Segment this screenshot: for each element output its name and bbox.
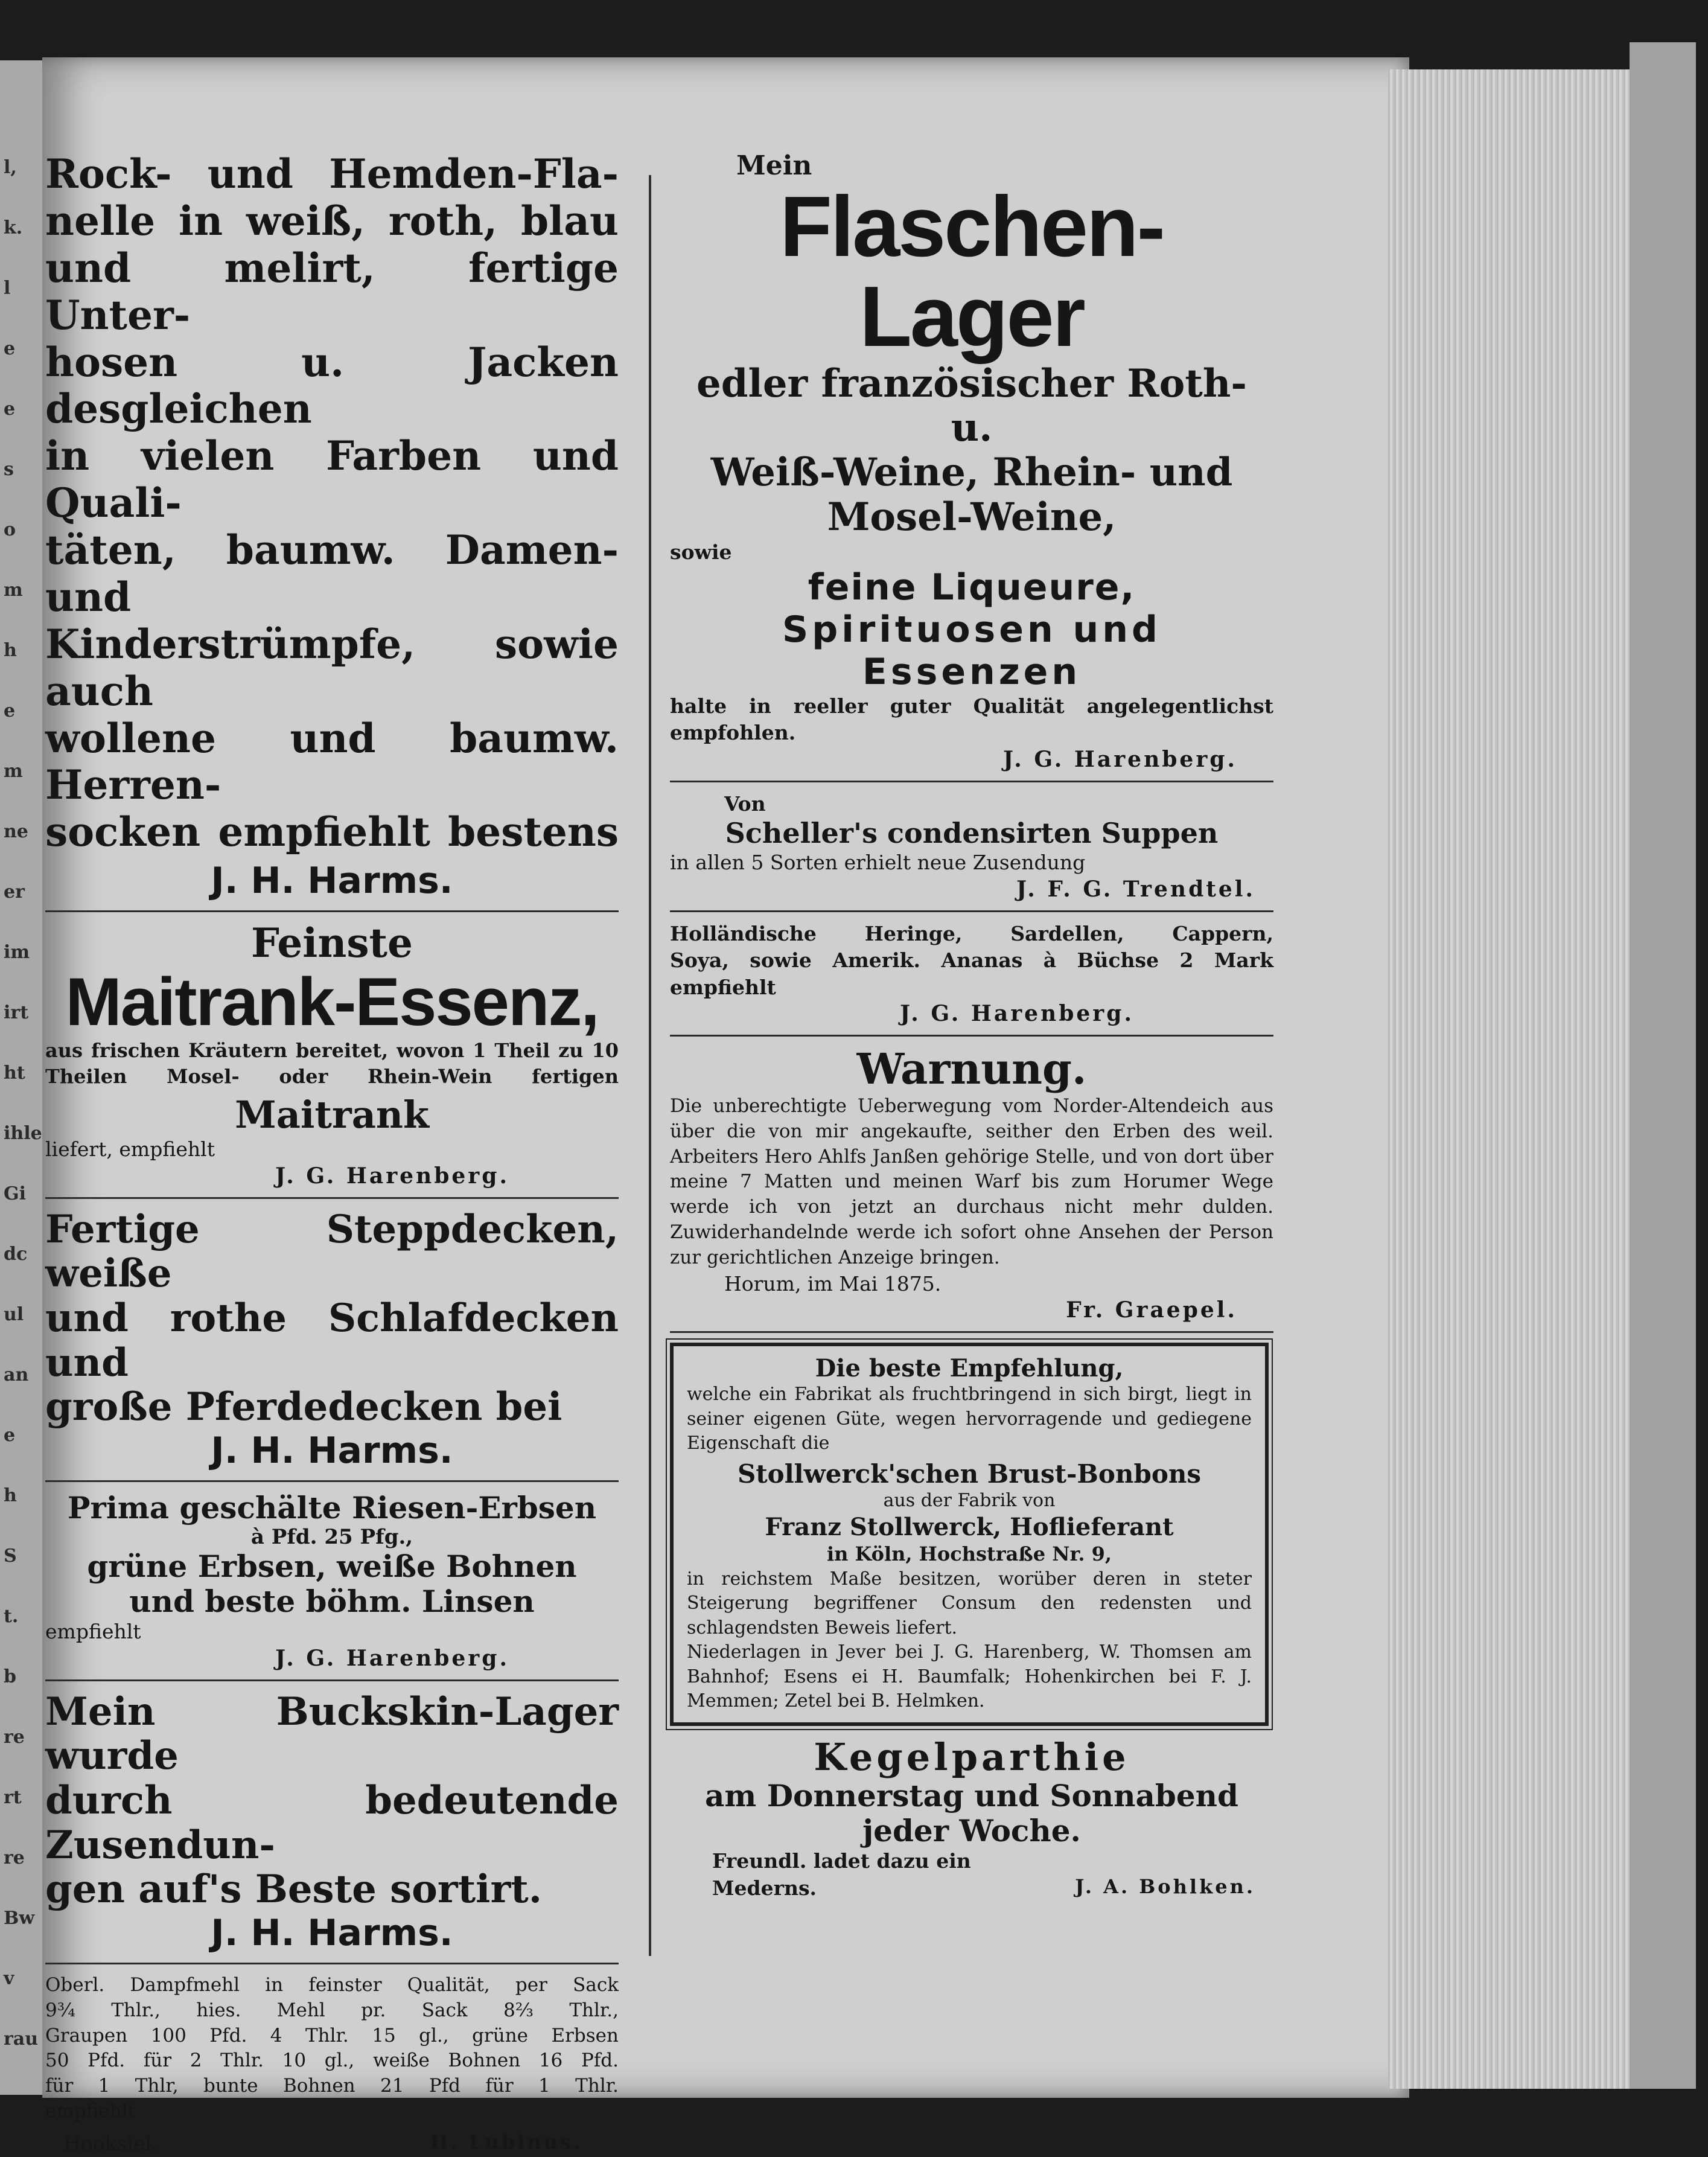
- text-line: Fertige Steppdecken, weiße: [45, 1206, 619, 1297]
- margin-fragment: Gi: [4, 1183, 27, 1204]
- divider: [45, 1679, 619, 1681]
- text-line: empfiehlt: [670, 975, 776, 999]
- book-cover-edge: [1630, 42, 1696, 2089]
- advert-signature: J. G. Harenberg.: [275, 1163, 509, 1189]
- advert-text: grüne Erbsen, weiße Bohnen: [87, 1548, 577, 1585]
- margin-fragment: re: [4, 1727, 25, 1748]
- text-line: Mein Buckskin-Lager wurde: [45, 1689, 619, 1779]
- margin-fragment: an: [4, 1364, 29, 1385]
- text-line: Kinderstrümpfe, sowie auch: [45, 620, 619, 715]
- divider: [45, 1963, 619, 1964]
- advert-product: Maitrank: [235, 1092, 429, 1137]
- advert-scheller-suppen: [670, 791, 1273, 902]
- advert-headline: Die beste Empfehlung,: [815, 1354, 1124, 1383]
- advert-place: Hooksiel.: [63, 2131, 158, 2155]
- margin-fragment: ne: [4, 821, 28, 842]
- advert-kicker: Mein: [736, 150, 812, 181]
- advert-text: edler französischer Roth- u.: [696, 360, 1247, 451]
- advert-erbsen: [45, 1491, 619, 1671]
- advert-text: am Donnerstag und Sonnabend: [704, 1778, 1238, 1814]
- text-line: empfiehlt: [45, 2100, 135, 2123]
- text-line: Oberl. Dampfmehl in feinster Qualität, per Sack: [45, 1973, 619, 1996]
- advert-kegelparthie: [670, 1736, 1273, 1902]
- advert-product: Stollwerck'schen Brust-Bonbons: [737, 1459, 1202, 1489]
- advert-text: empfiehlt: [45, 1620, 141, 1644]
- advert-footer: [45, 2124, 619, 2157]
- advert-headline: Kegelparthie: [814, 1734, 1130, 1779]
- advert-text: Mosel-Weine,: [827, 494, 1117, 540]
- advert-signature: J. G. Harenberg.: [275, 1645, 509, 1671]
- text-line: hosen u. Jacken desgleichen: [45, 338, 619, 433]
- margin-fragment: im: [4, 942, 30, 963]
- text-line: wollene und baumw. Herren-: [45, 714, 619, 809]
- advert-dampfmehl: [45, 1973, 619, 2157]
- text-line: nelle in weiß, roth, blau: [45, 197, 619, 244]
- advert-text: sowie: [670, 540, 732, 564]
- margin-fragment: dc: [4, 1244, 28, 1265]
- advert-text: [45, 1207, 619, 1430]
- text-line: Soya, sowie Amerik. Ananas à Büchse 2 Mark: [670, 948, 1273, 973]
- advert-rock-hemden: [45, 151, 619, 902]
- advert-heringe: [670, 921, 1273, 1027]
- text-line: für 1 Thlr, bunte Bohnen 21 Pfd für 1 Thlr.: [45, 2075, 619, 2097]
- advert-place: Mederns.: [712, 1876, 817, 1900]
- text-line: 9¾ Thlr., hies. Mehl pr. Sack 8⅔ Thlr.,: [45, 1999, 619, 2021]
- advert-kicker: Von: [724, 791, 766, 816]
- advert-headline: Maitrank-Essenz,: [65, 964, 599, 1040]
- advert-signature: J. A. Bohlken.: [1075, 1874, 1255, 1898]
- margin-fragment: ul: [4, 1304, 24, 1325]
- margin-fragment: b: [4, 1666, 16, 1687]
- text-line: in vielen Farben und Quali-: [45, 432, 619, 527]
- margin-fragment: e: [4, 338, 16, 359]
- margin-fragment: s: [4, 459, 14, 480]
- advert-body: halte in reeller guter Qualität angelegentlichst empfohlen.: [670, 694, 1273, 745]
- margin-fragment: re: [4, 1847, 25, 1868]
- margin-fragment: rt: [4, 1787, 22, 1808]
- margin-fragment: S: [4, 1545, 17, 1567]
- advert-signature: H. Lubinus.: [430, 2130, 582, 2153]
- text-line: und melirt, fertige Unter-: [45, 244, 619, 339]
- margin-fragment: ihle: [4, 1123, 42, 1144]
- divider: [45, 1480, 619, 1482]
- advert-flaschen-lager: [670, 151, 1273, 772]
- advert-footer: [670, 1875, 1273, 1902]
- margin-fragment: m: [4, 580, 23, 601]
- advert-signature: J. F. G. Trendtel.: [1016, 876, 1255, 902]
- advert-text: Essenzen: [862, 650, 1082, 693]
- advert-signature: J. H. Harms.: [211, 1429, 453, 1472]
- advert-maker: Franz Stollwerck, Hoflieferant: [765, 1512, 1174, 1541]
- text-line: große Pferdedecken bei: [45, 1384, 562, 1430]
- divider: [45, 1197, 619, 1199]
- advert-text: [670, 921, 1273, 1002]
- text-line: socken empfiehlt bestens: [45, 808, 619, 856]
- advert-headline: Prima geschälte Riesen-Erbsen: [67, 1489, 597, 1526]
- margin-fragment: k.: [4, 217, 23, 238]
- column-divider: [649, 175, 651, 1956]
- advert-body: in allen 5 Sorten erhielt neue Zusendung: [670, 851, 1086, 875]
- margin-fragment: l,: [4, 157, 17, 178]
- advert-headline: Flaschen-Lager: [780, 178, 1164, 365]
- advert-stollwerck-box: [670, 1343, 1269, 1725]
- margin-fragment: e: [4, 700, 16, 721]
- advert-text: Freundl. ladet dazu ein: [712, 1849, 971, 1873]
- margin-fragment: er: [4, 881, 25, 903]
- advert-price: à Pfd. 25 Pfg.,: [250, 1525, 413, 1550]
- margin-fragment: e: [4, 398, 16, 420]
- divider: [45, 910, 619, 912]
- advert-headline: Warnung.: [856, 1044, 1087, 1094]
- divider: [670, 1035, 1273, 1037]
- divider: [670, 910, 1273, 912]
- divider: [670, 781, 1273, 782]
- margin-fragment: v: [4, 1968, 14, 1989]
- advert-address: in Köln, Hochstraße Nr. 9,: [826, 1542, 1112, 1565]
- advert-text: [45, 1690, 619, 1912]
- margin-fragment: irt: [4, 1002, 29, 1023]
- advert-text: und beste böhm. Linsen: [129, 1583, 535, 1619]
- advert-text: liefert, empfiehlt: [45, 1137, 215, 1162]
- advert-buckskin: [45, 1690, 619, 1954]
- text-line: gen auf's Beste sortirt.: [45, 1867, 542, 1913]
- margin-fragment: h: [4, 640, 17, 661]
- text-line: Graupen 100 Pfd. 4 Thlr. 15 gl., grüne Erbsen: [45, 2024, 619, 2047]
- text-line: und rothe Schlafdecken und: [45, 1296, 619, 1385]
- text-line: 50 Pfd. für 2 Thlr. 10 gl., weiße Bohnen 16 Pfd.: [45, 2050, 619, 2072]
- advert-body: Niederlagen in Jever bei J. G. Harenberg, W. Thomsen am Bahnhof; Esens ei H. Baumfalk; Hohenkirchen bei F. J. Memmen; Zetel bei B. Helmken.: [687, 1641, 1252, 1712]
- advert-signature: J. G. Harenberg.: [900, 1001, 1134, 1027]
- advert-text: jeder Woche.: [862, 1812, 1081, 1849]
- advert-text: feine Liqueure,: [808, 566, 1136, 609]
- divider: [670, 1331, 1273, 1333]
- text-line: durch bedeutende Zusendun-: [45, 1778, 619, 1868]
- advert-signature: Fr. Graepel.: [1066, 1297, 1237, 1323]
- text-line: täten, baumw. Damen- und: [45, 526, 619, 621]
- advert-body: in reichstem Maße besitzen, worüber deren in steter Steigerung begriffener Consum den redensten und schlagendsten Beweis liefert.: [687, 1568, 1252, 1638]
- advert-text: [45, 151, 619, 856]
- margin-fragment: o: [4, 519, 16, 540]
- margin-fragment: ht: [4, 1063, 25, 1084]
- margin-fragment: t.: [4, 1606, 19, 1627]
- advert-steppdecken: [45, 1207, 619, 1472]
- advert-signature: J. H. Harms.: [211, 1911, 453, 1954]
- text-line: Rock- und Hemden-Fla-: [45, 150, 619, 197]
- advert-body: aus frischen Kräutern bereitet, wovon 1 Theil zu 10 Theilen Mosel- oder Rhein-Wein fertigen: [45, 1038, 619, 1088]
- advert-dateline: Horum, im Mai 1875.: [724, 1271, 942, 1296]
- advert-kicker: Feinste: [251, 919, 413, 967]
- margin-fragment: Bw: [4, 1908, 35, 1929]
- advert-maitrank: [45, 921, 619, 1189]
- margin-fragment: rau: [4, 2028, 39, 2050]
- text-line: Holländische Heringe, Sardellen, Cappern,: [670, 921, 1273, 945]
- margin-fragment: e: [4, 1425, 16, 1446]
- advert-headline: Scheller's condensirten Suppen: [725, 817, 1219, 850]
- margin-fragment: h: [4, 1485, 17, 1506]
- advert-body: Die unberechtigte Ueberwegung vom Norder-Altendeich aus über die von mir angekaufte, seither den Erben des weil. Arbeiters Hero Ahlfs Janßen gehörige Stelle, und von dort über meine 7 Matten und meinen Warf bis zum Horumer Wege werde ich von jetzt an durchaus nicht mehr dulden. Zuwiderhandelnde werde ich sofort ohne Ansehen der Person zur gerichtlichen Anzeige bringen.: [670, 1094, 1273, 1268]
- advert-signature: J. G. Harenberg.: [1003, 746, 1237, 772]
- margin-fragment: l: [4, 278, 11, 299]
- left-column: [45, 151, 619, 2157]
- advert-text: aus der Fabrik von: [883, 1490, 1056, 1512]
- margin-fragment: m: [4, 761, 23, 782]
- right-column: [670, 151, 1273, 1902]
- advert-warnung: [670, 1045, 1273, 1323]
- advert-body: welche ein Fabrikat als fruchtbringend in sich birgt, liegt in seiner eigenen Güte, wegen hervorragende und gediegene Eigenschaft die: [687, 1384, 1252, 1454]
- advert-text: Spirituosen und: [782, 608, 1161, 651]
- advert-text: Weiß-Weine, Rhein- und: [710, 449, 1233, 495]
- advert-text: [45, 1973, 619, 2124]
- advert-signature: J. H. Harms.: [211, 860, 453, 903]
